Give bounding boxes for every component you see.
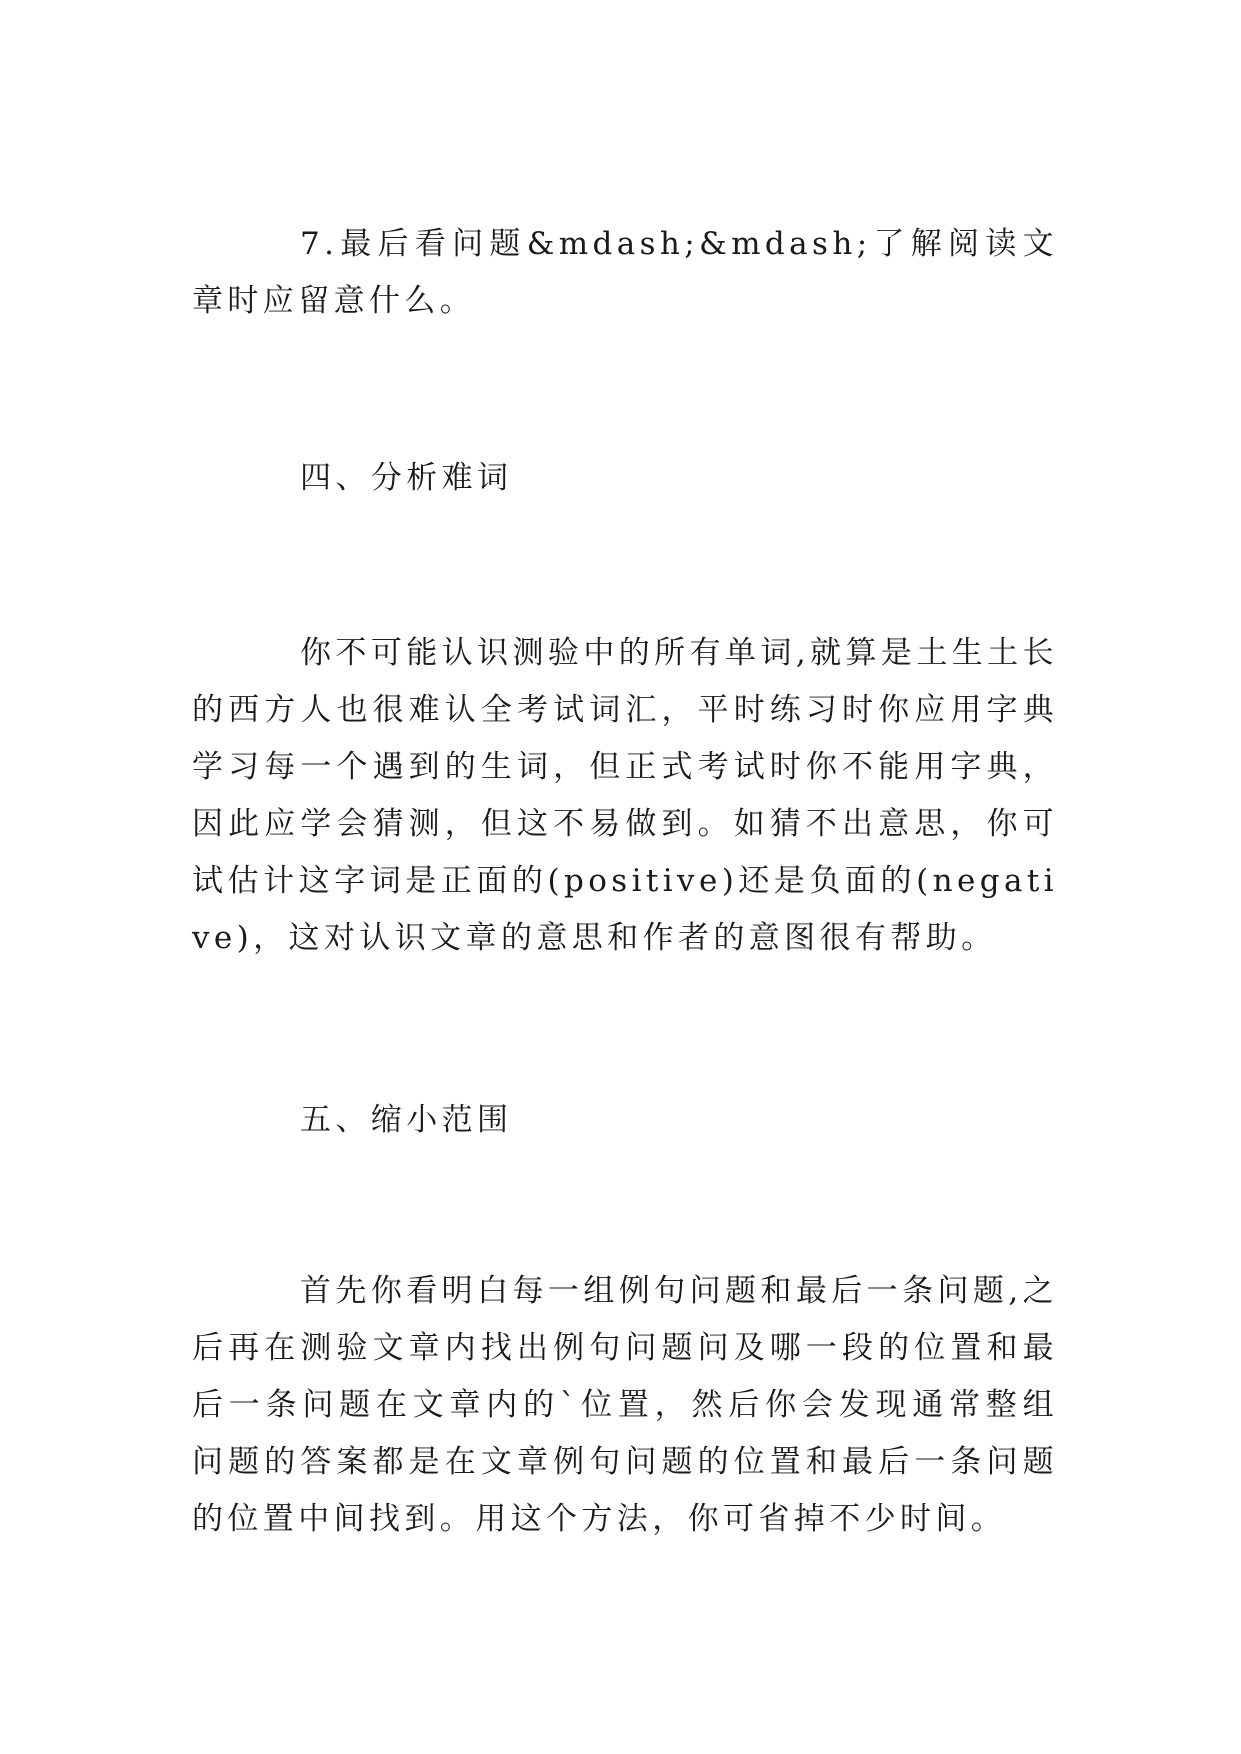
paragraph-7: 7.最后看问题&mdash;&mdash;了解阅读文章时应留意什么。 (192, 226, 1058, 319)
section-5-heading: 五、缩小范围 (300, 1102, 513, 1138)
section-5-body: 首先你看明白每一组例句问题和最后一条问题,之后再在测验文章内找出例句问题问及哪一段的位置和最后一条问题在文章内的`位置，然后你会发现通常整组问题的答案都是在文章例句问题的位置和最后一条问题的位置中间找到。用这个方法，你可省掉不少时间。 (192, 1273, 1058, 1537)
section-4-heading: 四、分析难词 (300, 460, 513, 496)
section-4-body: 你不可能认识测验中的所有单词,就算是土生土长的西方人也很难认全考试词汇，平时练习时你应用字典学习每一个遇到的生词，但正式考试时你不能用字典，因此应学会猜测，但这不易做到。如猜不出意思，你可试估计这字词是正面的(positive)还是负面的(negative)，这对认识文章的意思和作者的意图很有帮助。 (192, 635, 1058, 956)
